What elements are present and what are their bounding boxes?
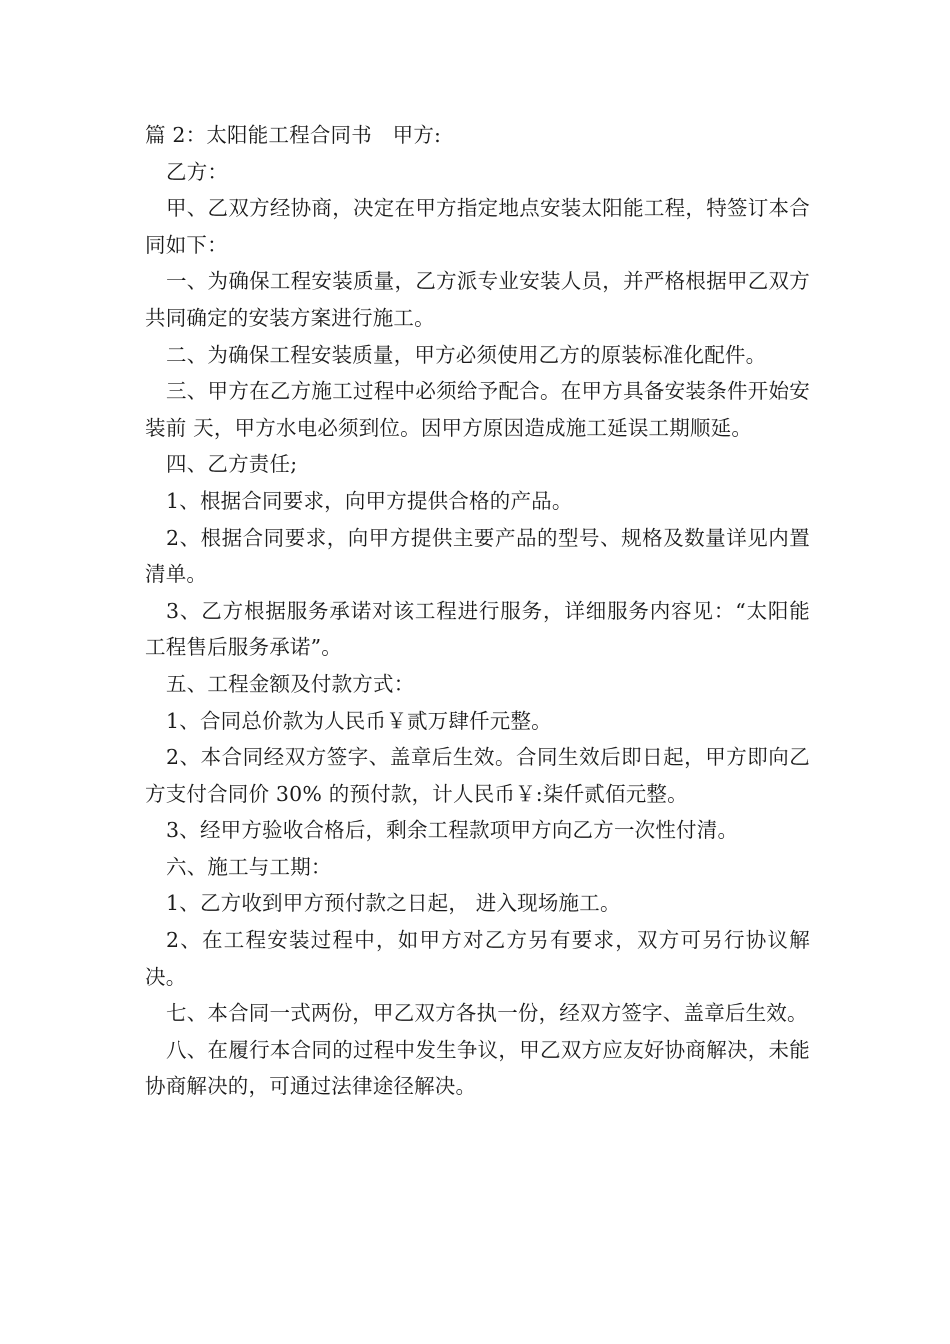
clause-6-item-2: 2、在工程安装过程中，如甲方对乙方另有要求，双方可另行协议解决。	[145, 928, 810, 989]
clause-4-item-3: 3、乙方根据服务承诺对该工程进行服务，详细服务内容见：“太阳能工程售后服务承诺”。	[145, 598, 810, 660]
clause-3: 三、甲方在乙方施工过程中必须给予配合。在甲方具备安装条件开始安装前 天，甲方水电必须到位。因甲方原因造成施工延误工期顺延。	[145, 379, 810, 440]
clause-5-item-3: 3、经甲方验收合格后，剩余工程款项甲方向乙方一次性付清。	[166, 818, 739, 843]
clause-6-heading: 六、施工与工期：	[166, 854, 332, 879]
clause-4-item-1: 1、根据合同要求，向甲方提供合格的产品。	[166, 488, 573, 513]
contract-heading: 篇 2：太阳能工程合同书 甲方:	[145, 123, 442, 147]
clause-8: 八、在履行本合同的过程中发生争议，甲乙双方应友好协商解决，未能协商解决的，可通过法律途径解决。	[145, 1037, 810, 1099]
document-body	[145, 117, 810, 1105]
clause-2: 二、为确保工程安装质量，甲方必须使用乙方的原装标准化配件。	[166, 342, 767, 367]
clause-5-heading: 五、工程金额及付款方式：	[166, 671, 415, 696]
party-b-line: 乙方：	[166, 159, 229, 184]
clause-7: 七、本合同一式两份，甲乙双方各执一份，经双方签字、盖章后生效。	[166, 1001, 808, 1026]
clause-5-item-1: 1、合同总价款为人民币￥贰万肆仟元整。	[166, 708, 552, 733]
clause-4-item-2: 2、根据合同要求，向甲方提供主要产品的型号、规格及数量详见内置清单。	[145, 525, 810, 587]
clause-1: 一、为确保工程安装质量，乙方派专业安装人员，并严格根据甲乙双方共同确定的安装方案进行施工。	[145, 269, 810, 330]
contract-preamble: 甲、乙双方经协商，决定在甲方指定地点安装太阳能工程，特签订本合同如下：	[145, 196, 810, 257]
clause-6-item-1: 1、乙方收到甲方预付款之日起， 进入现场施工。	[166, 891, 621, 916]
clause-5-item-2: 2、本合同经双方签字、盖章后生效。合同生效后即日起，甲方即向乙方支付合同价 30% 的预付款，计人民币￥:柒仟贰佰元整。	[145, 745, 810, 806]
clause-4-heading: 四、乙方责任;	[166, 452, 298, 477]
